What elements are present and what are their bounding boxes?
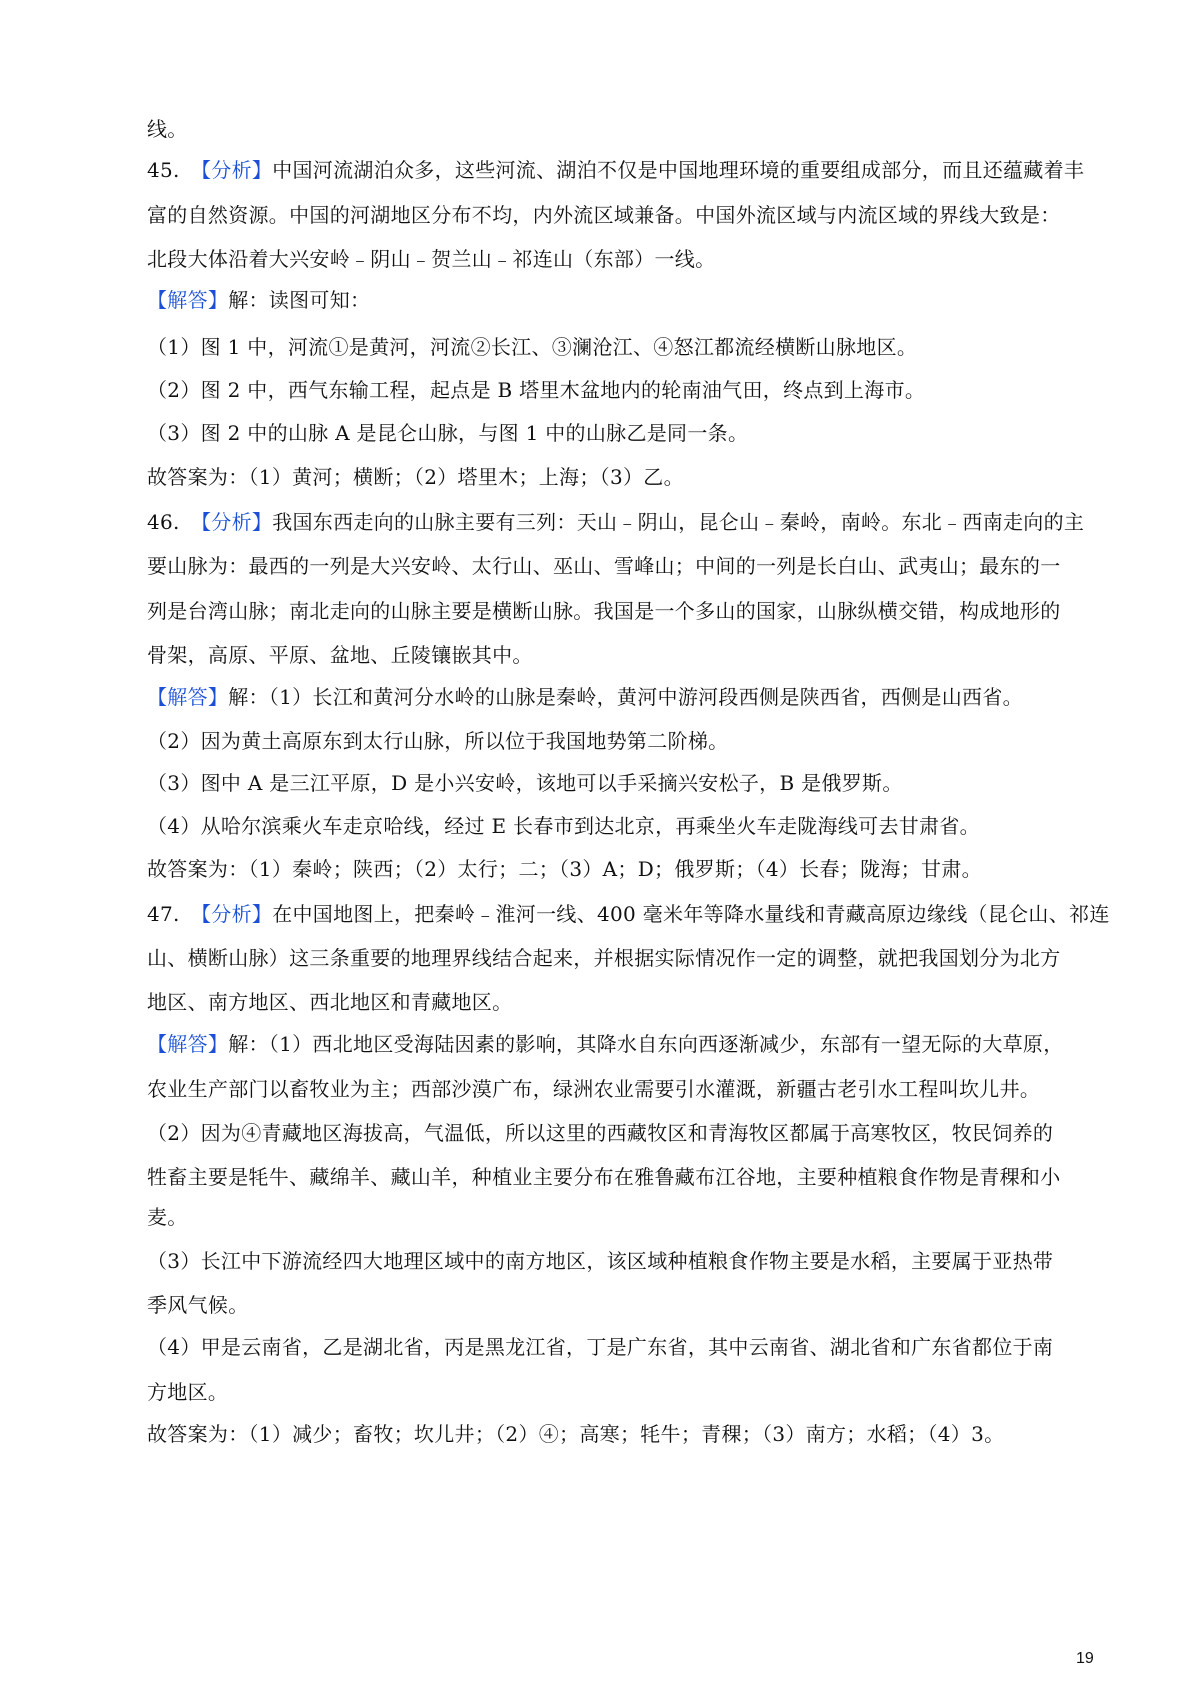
text-line [147,1293,249,1317]
line-text: 列是台湾山脉；南北走向的山脉主要是横断山脉。我国是一个多山的国家，山脉纵横交错，构成地形的 [147,599,1061,623]
line-text: （3）图中 A 是三江平原，D 是小兴安岭，该地可以手采摘兴安松子，B 是俄罗斯。 [147,771,903,795]
text-line [147,421,748,445]
section-tag: 【解答】 [147,685,229,709]
line-text: 解：（1）长江和黄河分水岭的山脉是秦岭，黄河中游河段西侧是陕西省，西侧是山西省。 [228,685,1023,709]
line-text: 地区、南方地区、西北地区和青藏地区。 [147,990,513,1014]
line-text: 季风气候。 [147,1293,249,1317]
line-text: 在中国地图上，把秦岭﹣淮河一线、400 毫米年等降水量线和青藏高原边缘线（昆仑山、祁连 [272,902,1110,926]
text-line [147,288,370,312]
text-line [147,1335,1053,1359]
text-line [147,378,925,402]
section-tag: 【解答】 [147,288,229,312]
section-tag: 【解答】 [147,1032,229,1056]
text-line [147,158,1085,182]
text-line [147,554,1061,578]
text-line [147,771,903,795]
line-text: 故答案为：（1）减少；畜牧；坎儿井；（2）④；高寒；牦牛；青稞；（3）南方；水稻；（4）3。 [147,1422,1005,1446]
line-text: （2）因为④青藏地区海拔高，气温低，所以这里的西藏牧区和青海牧区都属于高寒牧区，牧民饲养的 [147,1121,1054,1145]
text-line [147,1205,188,1229]
section-tag: 【分析】 [191,902,273,926]
line-text: 山、横断山脉）这三条重要的地理界线结合起来，并根据实际情况作一定的调整，就把我国划分为北方 [147,946,1061,970]
text-line [147,685,1023,709]
text-line [147,203,1061,227]
section-tag: 【分析】 [191,158,273,182]
line-text: （3）长江中下游流经四大地理区域中的南方地区，该区域种植粮食作物主要是水稻，主要属于亚热带 [147,1249,1054,1273]
line-text: 我国东西走向的山脉主要有三列：天山﹣阴山，昆仑山﹣秦岭，南岭。东北﹣西南走向的主 [272,510,1085,534]
text-line [147,599,1061,623]
line-text: 中国河流湖泊众多，这些河流、湖泊不仅是中国地理环境的重要组成部分，而且还蕴藏着丰 [272,158,1085,182]
line-text: 要山脉为：最西的一列是大兴安岭、太行山、巫山、雪峰山；中间的一列是长白山、武夷山；最东的一 [147,554,1061,578]
question-number: 47. [147,902,180,926]
line-text: 牲畜主要是牦牛、藏绵羊、藏山羊，种植业主要分布在雅鲁藏布江谷地，主要种植粮食作物是青稞和小 [147,1165,1061,1189]
text-line [147,990,512,1014]
text-line [147,1121,1053,1145]
text-line [147,1077,1040,1101]
text-line [147,465,684,489]
text-line [147,1165,1061,1189]
line-text: 麦。 [147,1205,188,1229]
text-line [147,729,728,753]
line-text: 农业生产部门以畜牧业为主；西部沙漠广布，绿洲农业需要引水灌溉，新疆古老引水工程叫坎儿井。 [147,1077,1041,1101]
line-text: 故答案为：（1）黄河；横断；（2）塔里木；上海；（3）乙。 [147,465,684,489]
text-line [147,902,1110,926]
line-text: （2）因为黄土高原东到太行山脉，所以位于我国地势第二阶梯。 [147,729,729,753]
text-line [147,643,533,667]
line-text: 解：读图可知： [228,288,371,312]
text-line [147,857,982,881]
text-line [147,1380,228,1404]
line-text: （2）图 2 中，西气东输工程，起点是 B 塔里木盆地内的轮南油气田，终点到上海市。 [147,378,926,402]
question-number: 46. [147,510,180,534]
text-line [147,247,715,271]
question-number: 45. [147,158,180,182]
line-text: 解：（1）西北地区受海陆因素的影响，其降水自东向西逐渐减少，东部有一望无际的大草原， [228,1032,1064,1056]
line-text: （1）图 1 中，河流①是黄河，河流②长江、③澜沧江、④怒江都流经横断山脉地区。 [147,335,918,359]
text-line [147,117,188,141]
line-text: 骨架，高原、平原、盆地、丘陵镶嵌其中。 [147,643,533,667]
line-text: 方地区。 [147,1380,229,1404]
line-text: （3）图 2 中的山脉 A 是昆仑山脉，与图 1 中的山脉乙是同一条。 [147,421,749,445]
text-line [147,1032,1064,1056]
text-line [147,1422,1004,1446]
line-text: 富的自然资源。中国的河湖地区分布不均，内外流区域兼备。中国外流区域与内流区域的界线大致是： [147,203,1061,227]
line-text: 北段大体沿着大兴安岭﹣阴山﹣贺兰山﹣祁连山（东部）一线。 [147,247,716,271]
line-text: 故答案为：（1）秦岭；陕西；（2）太行；二；（3）A；D；俄罗斯；（4）长春；陇海；甘肃。 [147,857,982,881]
text-line [147,1249,1053,1273]
text-line [147,946,1061,970]
text-line [147,335,917,359]
section-tag: 【分析】 [191,510,273,534]
text-line [147,510,1085,534]
text-line [147,814,980,838]
line-text: 线。 [147,117,188,141]
page-number: 19 [1076,1650,1094,1667]
line-text: （4）甲是云南省，乙是湖北省，丙是黑龙江省，丁是广东省，其中云南省、湖北省和广东省都位于南 [147,1335,1054,1359]
line-text: （4）从哈尔滨乘火车走京哈线，经过 E 长春市到达北京，再乘坐火车走陇海线可去甘肃省。 [147,814,980,838]
